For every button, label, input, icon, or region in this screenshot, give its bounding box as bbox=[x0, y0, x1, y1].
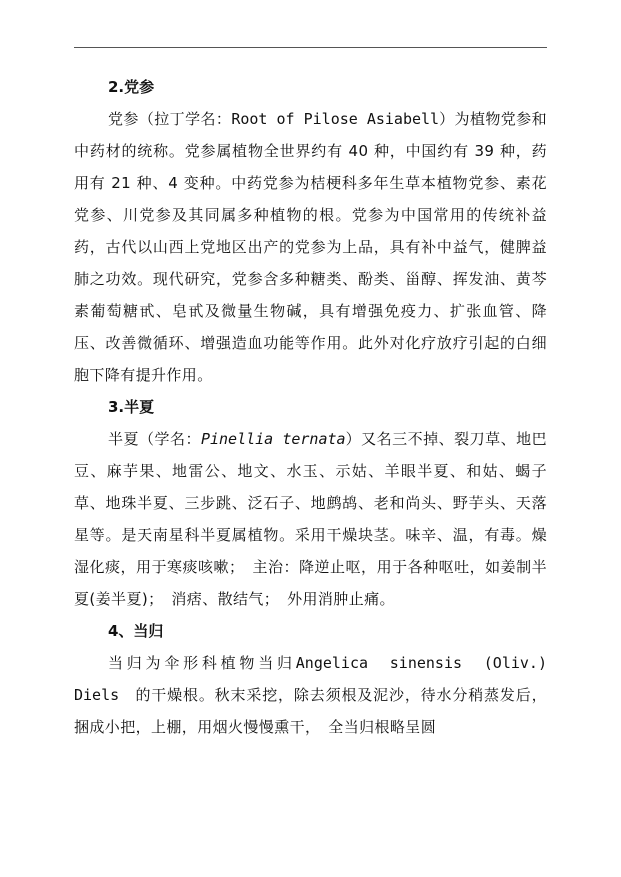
section-paragraph bbox=[74, 647, 547, 743]
paragraph-text: 的干燥根。秋末采挖，除去须根及泥沙，待水分稍蒸发后，捆成小把，上棚，用烟火慢慢熏干， 全当归根略呈圆 bbox=[74, 686, 547, 736]
section-paragraph bbox=[74, 423, 547, 615]
section-heading: 3.半夏 bbox=[108, 398, 155, 416]
paragraph-text: 党参（拉丁学名： bbox=[108, 110, 232, 128]
paragraph-text: ）又名三不掉、裂刀草、地巴豆、麻芋果、地雷公、地文、水玉、示姑、羊眼半夏、和姑、蝎子草、地珠半夏、三步跳、泛石子、地鹧鸪、老和尚头、野芋头、天落星等。是天南星科半夏属植物。采用干燥块茎。味辛、温，有毒。燥湿化痰，用于寒痰咳嗽； 主治：降逆止呕，用于各种呕吐，如姜制半夏(姜半夏)； 消痞、散结气； 外用消肿止痛。 bbox=[74, 430, 547, 608]
latin-name: Pinellia ternata bbox=[200, 430, 346, 448]
section-heading: 4、当归 bbox=[108, 622, 164, 640]
paragraph-text: 半夏（学名： bbox=[108, 430, 201, 448]
section-banxia bbox=[74, 391, 547, 615]
document-body bbox=[74, 71, 547, 743]
latin-name: Angelica sinensis (Oliv.) Diels bbox=[74, 654, 547, 704]
header-rule bbox=[74, 47, 547, 48]
section-dangshen bbox=[74, 71, 547, 391]
paragraph-text: 当归为伞形科植物当归 bbox=[108, 654, 296, 672]
section-paragraph bbox=[74, 103, 547, 391]
section-danggui bbox=[74, 615, 547, 743]
paragraph-text: ）为植物党参和中药材的统称。党参属植物全世界约有 40 种，中国约有 39 种，药用有 21 种、4 变种。中药党参为桔梗科多年生草本植物党参、素花党参、川党参及其同属多种植物的根。党参为中国常用的传统补益药，古代以山西上党地区出产的党参为上品，具有补中益气，健脾益肺之功效。现代研究，党参含多种糖类、酚类、甾醇、挥发油、黄芩素葡萄糖甙、皂甙及微量生物碱，具有增强免疫力、扩张血管、降压、改善微循环、增强造血功能等作用。此外对化疗放疗引起的白细胞下降有提升作用。 bbox=[74, 110, 547, 384]
latin-name: Root of Pilose Asiabell bbox=[231, 110, 440, 128]
section-heading: 2.党参 bbox=[108, 78, 155, 96]
